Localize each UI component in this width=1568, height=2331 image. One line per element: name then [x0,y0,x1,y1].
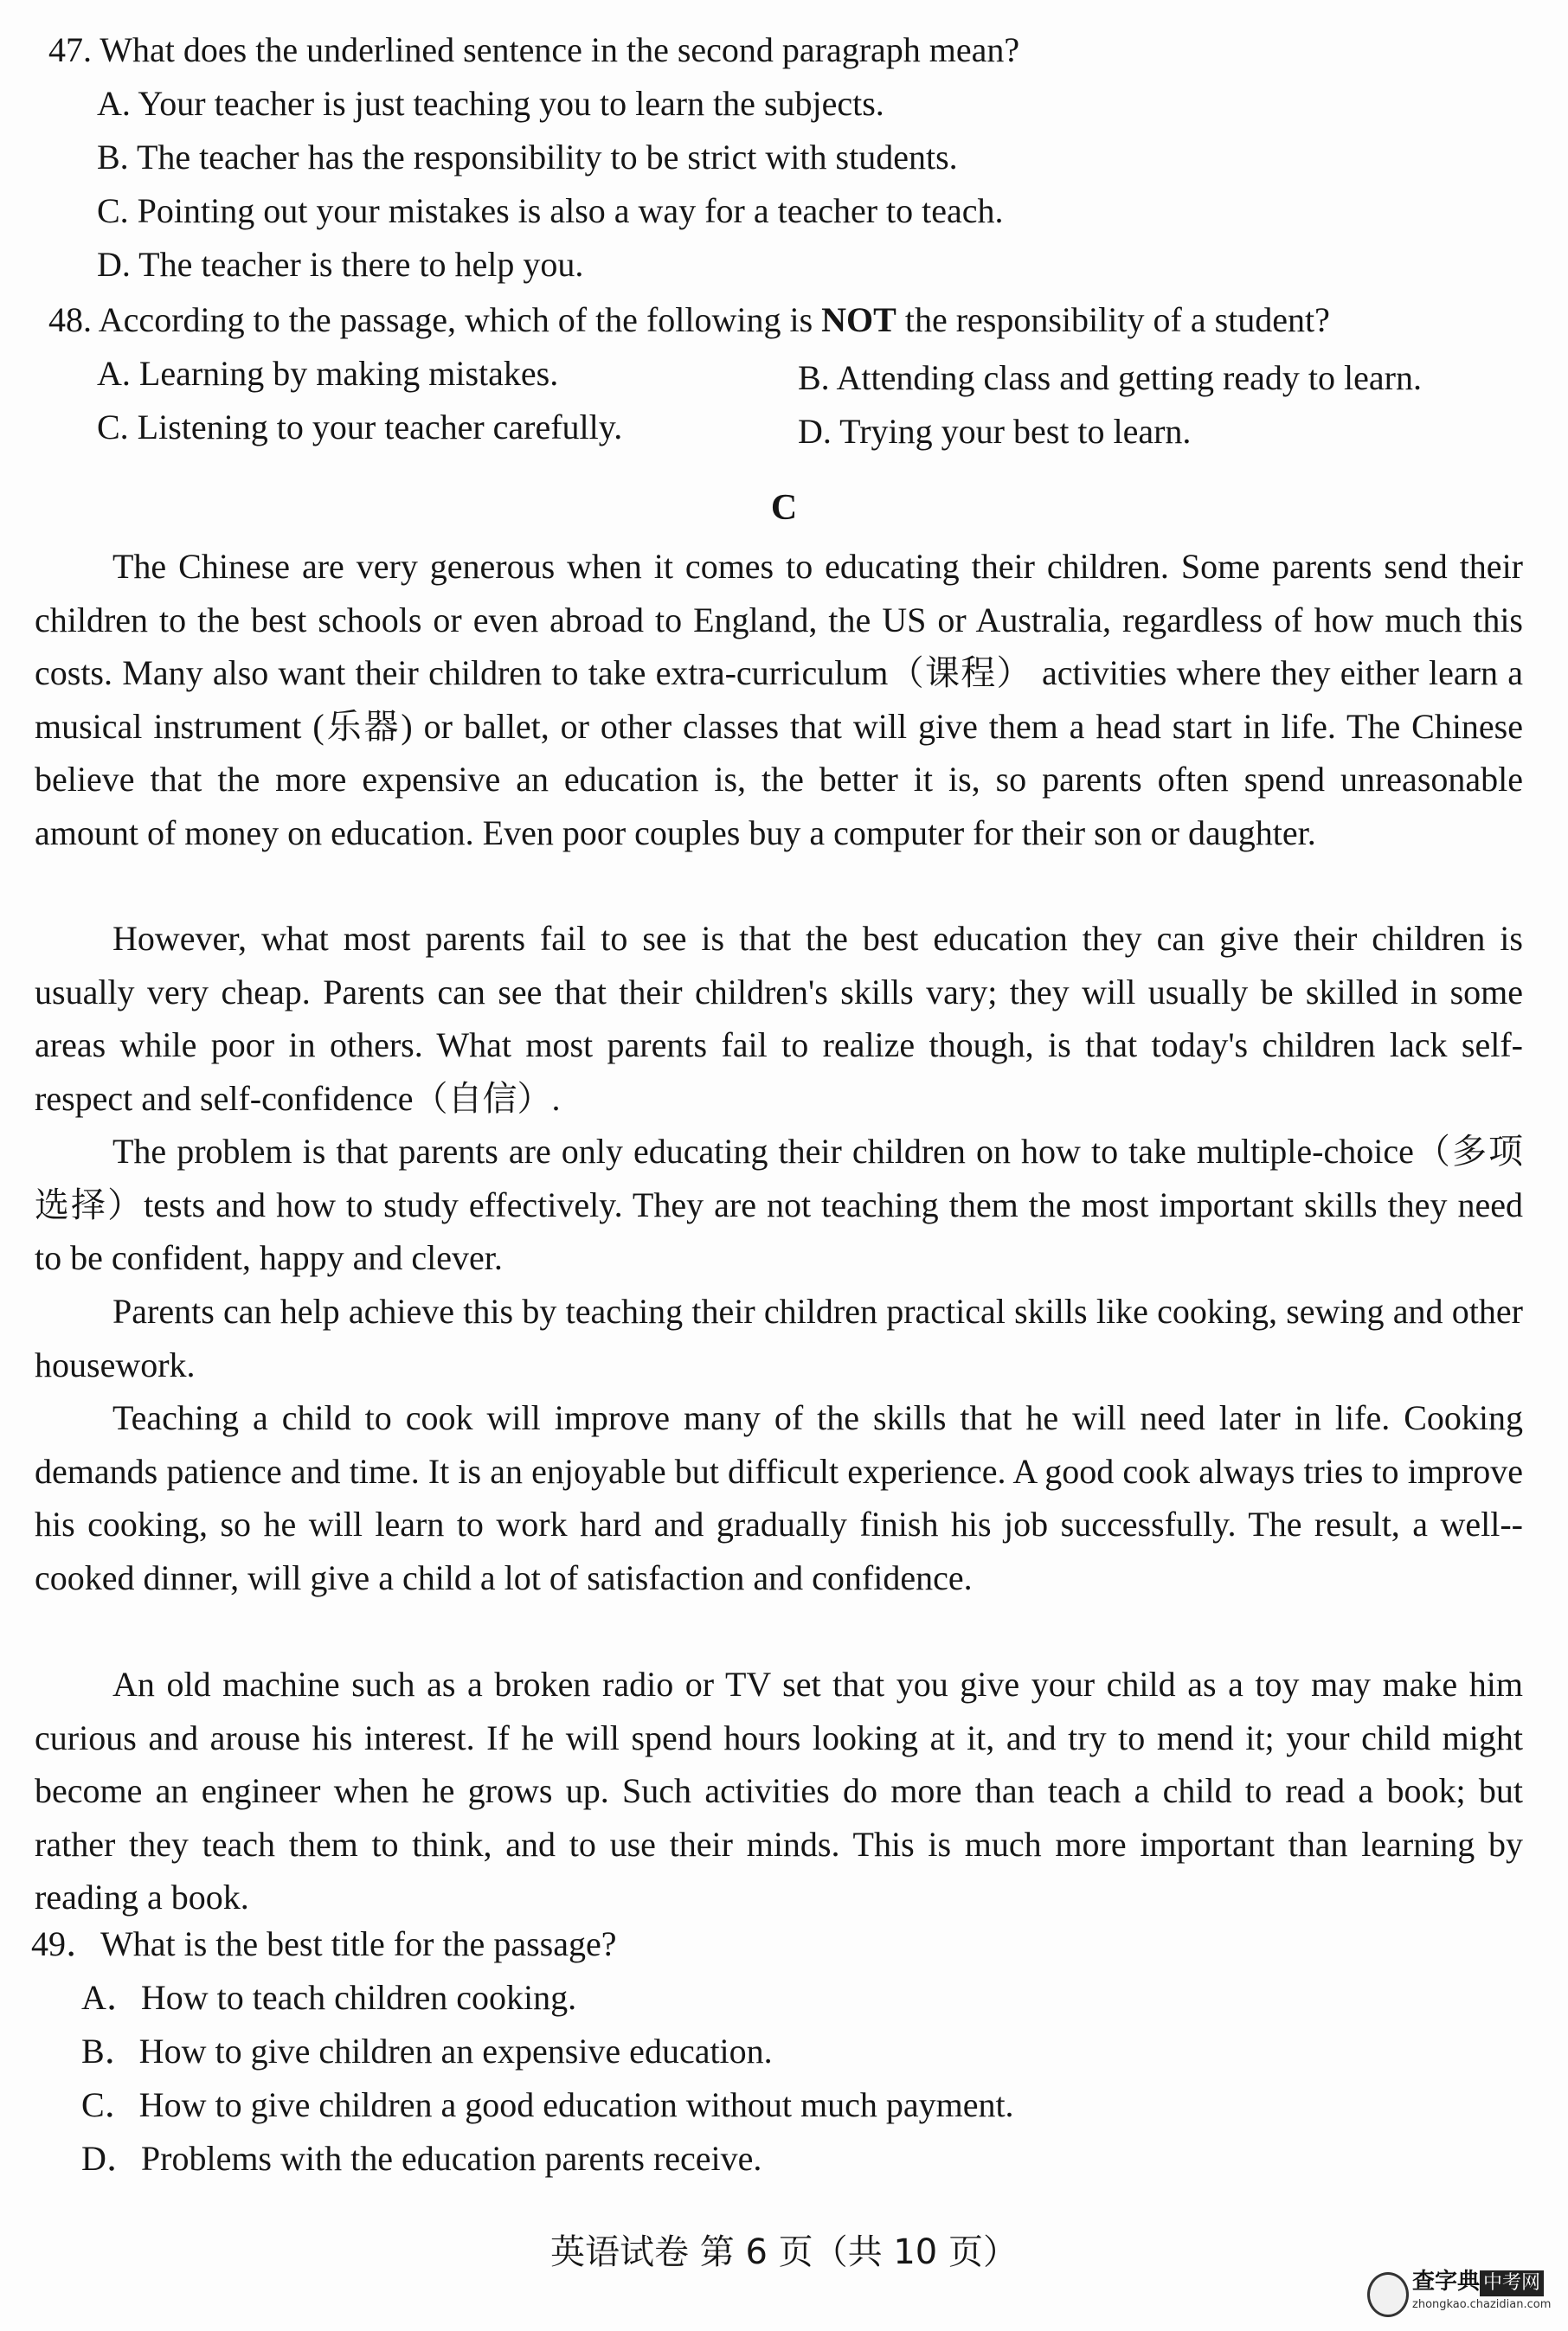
watermark-title-main: 查字典 [1412,2269,1481,2295]
q48-option-b: B. Attending class and getting ready to learn. [798,358,1422,397]
passage-paragraph-6: An old machine such as a broken radio or TV set that you give your child as a toy may make him curious and arouse his interest. If he will spend hours looking at it, and try to mend it; your child might become an engineer when he grows up. Such activities do more than teach a child to read a book; but rather they teach them to think, and to use their minds. This is much more important than learning by reading a book. [35,1665,1523,1917]
mascot-icon [1367,2272,1409,2317]
passage-paragraph-1: The Chinese are very generous when it comes to educating their children. Some parents send their children to the best schools or even abroad to England, the US or Australia, regardless of how much this costs. Many also want their children to take extra-curriculum（课程） activities where they either learn a musical instrument (乐器) or ballet, or other classes that will give them a head start in life. The Chinese believe that the more expensive an education is, the better it is, so parents often spend unreasonable amount of money on education. Even poor couples buy a computer for their son or daughter. [35,547,1523,852]
watermark-title [1412,2269,1544,2296]
passage-paragraph-4: Parents can help achieve this by teaching their children practical skills like cooking, sewing and other housework. [35,1292,1523,1384]
watermark-url: zhongkao.chazidian.com [1412,2298,1552,2311]
q48-stem [48,299,1330,342]
passage-paragraph-5: Teaching a child to cook will improve many of the skills that he will need later in life. Cooking demands patience and time. It is an enjoyable but difficult experience. A good cook always tries to improve his cooking, so he will learn to work hard and gradually finish his job successfully. The result, a well--cooked dinner, will give a child a lot of satisfaction and confidence. [35,1398,1523,1597]
page-footer: 英语试卷 第 6 页（共 10 页） [550,2232,1018,2272]
q49-option-d: D．Problems with the education parents receive. [81,2139,762,2178]
q48-option-c: C. Listening to your teacher carefully. [97,408,623,446]
q49-option-b: B．How to give children an expensive education. [81,2032,773,2071]
q47-option-a: A. Your teacher is just teaching you to learn the subjects. [97,84,884,123]
q49-option-a: A．How to teach children cooking. [81,1978,577,2017]
passage-paragraph-3: The problem is that parents are only educating their children on how to take multiple-choice（多项选择）tests and how to study effectively. They are not teaching them the most important skills they need to be confident, happy and clever. [35,1132,1523,1277]
q47-option-c: C. Pointing out your mistakes is also a way for a teacher to teach. [97,191,1004,230]
q47-option-d: D. The teacher is there to help you. [97,245,584,284]
q48-option-d: D. Trying your best to learn. [798,412,1192,451]
q48-stem-after: the responsibility of a student? [896,300,1330,339]
q48-stem-before: 48. According to the passage, which of the following is [48,300,822,339]
passage-paragraph-2: However, what most parents fail to see is that the best education they can give their children is usually very cheap. Parents can see that their children's skills vary; they will usually be skilled in some areas while poor in others. What most parents fail to realize though, is that today's children lack self-respect and self-confidence（自信）. [35,919,1523,1118]
q49-stem: 49．What is the best title for the passage? [31,1924,617,1963]
q47-stem: 47. What does the underlined sentence in the second paragraph mean? [48,30,1020,69]
watermark-badge: 中考网 [1480,2270,1544,2296]
q48-stem-bold: NOT [821,300,896,339]
section-c-heading: C [770,488,798,528]
q49-option-c: C．How to give children a good education without much payment. [81,2085,1014,2124]
watermark-logo [1367,2267,1553,2321]
q47-option-b: B. The teacher has the responsibility to be strict with students. [97,138,958,177]
q48-option-a: A. Learning by making mistakes. [97,354,559,393]
